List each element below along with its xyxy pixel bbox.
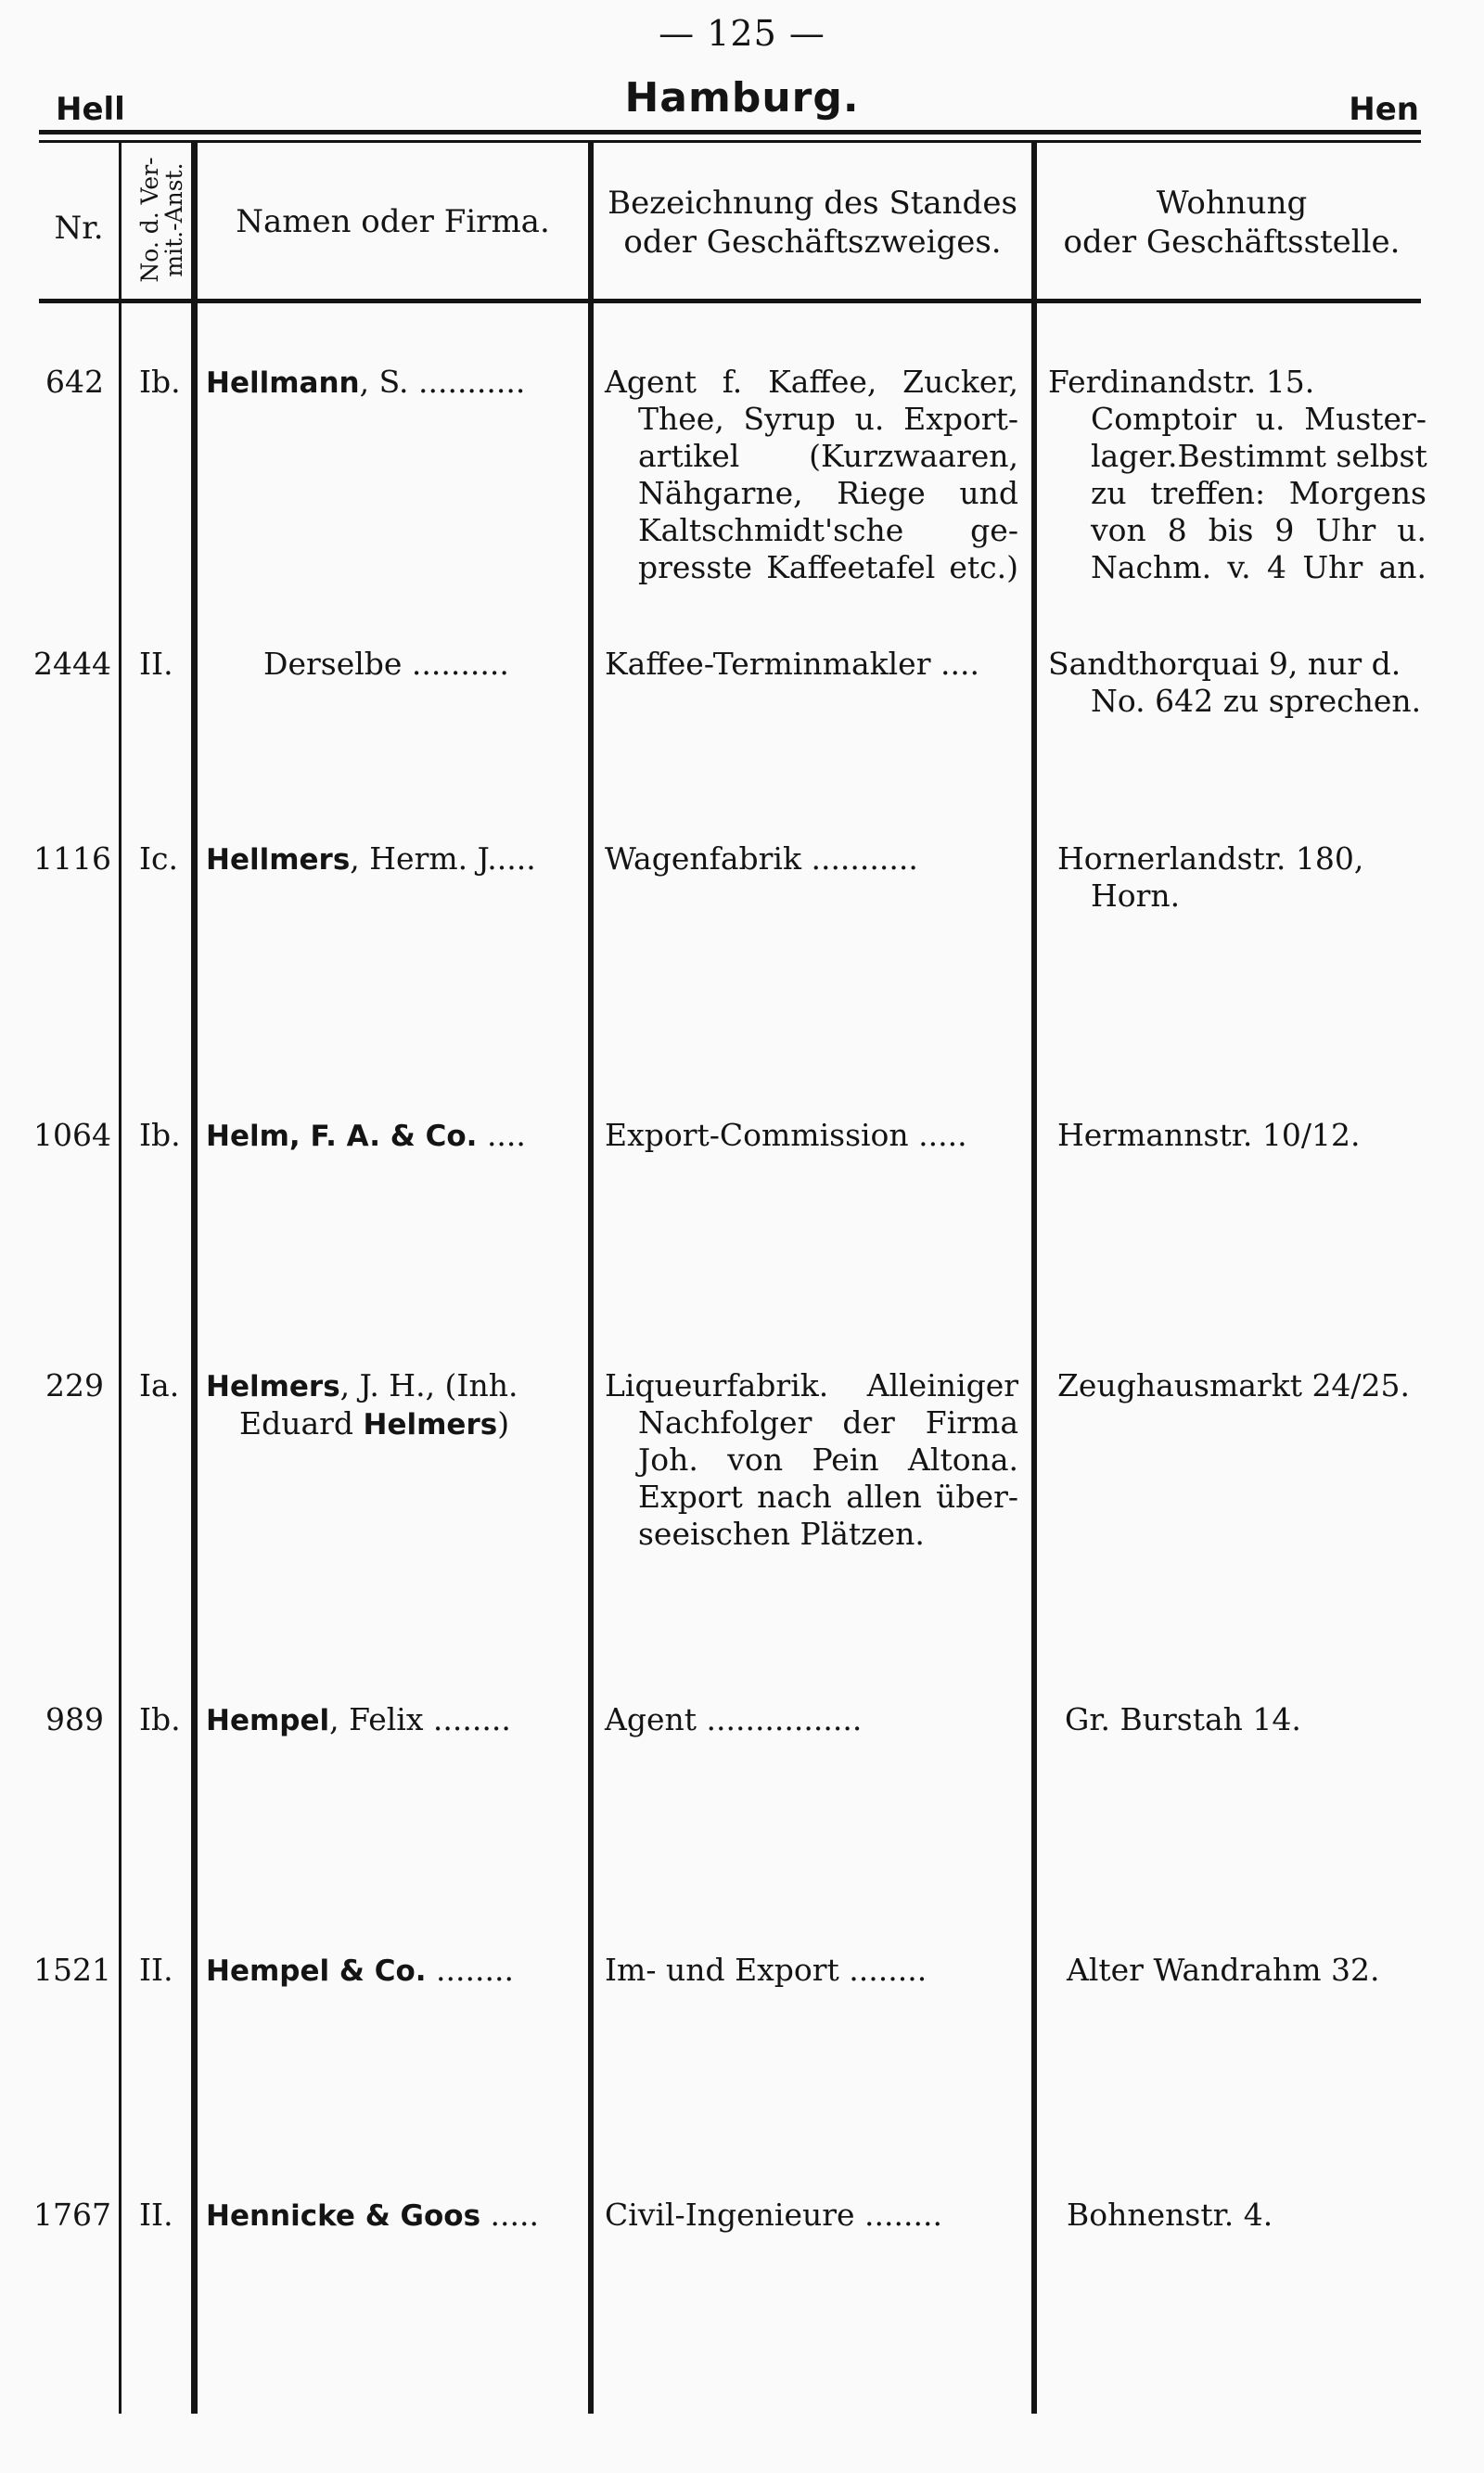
- entry-address: [1057, 1952, 1426, 1989]
- address-line: Gr. Burstah 14.: [1065, 1701, 1301, 1737]
- address-line: lager.Bestimmt selbst: [1091, 438, 1427, 474]
- business-line: Agent ................: [605, 1701, 863, 1737]
- entry-class: II.: [139, 1952, 173, 1988]
- entry-address: [1057, 1367, 1426, 1404]
- business-line: Export-Commission .....: [605, 1117, 967, 1153]
- column-header-business-line1: Bezeichnung des Standes: [608, 185, 1017, 222]
- running-head-right: Hen: [1349, 91, 1419, 128]
- column-divider-business: [1031, 141, 1037, 2414]
- business-line: Civil-Ingenieure ........: [605, 2197, 942, 2233]
- business-line: Nähgarne, Riege und: [638, 475, 1018, 511]
- entry-name: [206, 2197, 539, 2235]
- entry-name-bold: Hempel & Co.: [206, 1954, 427, 1988]
- business-line: Kaltschmidt'sche ge-: [638, 512, 1018, 548]
- column-header-class: [130, 141, 195, 299]
- entry-name-line2-post: ): [497, 1405, 510, 1442]
- column-divider-nr: [119, 141, 122, 2414]
- entry-name: [206, 1117, 526, 1155]
- entry-class: Ic.: [139, 840, 179, 877]
- column-header-nr: Nr.: [54, 210, 104, 247]
- entry-class: II.: [139, 646, 173, 682]
- business-line: Export nach allen über-: [638, 1479, 1018, 1515]
- address-line: Horn.: [1091, 878, 1181, 914]
- entry-business: [605, 1367, 1018, 1553]
- entry-class: Ib.: [139, 364, 181, 400]
- address-line: Zeughausmarkt 24/25.: [1057, 1367, 1411, 1403]
- entry-name: [206, 1701, 511, 1739]
- entry-name-bold: Hellmann: [206, 366, 360, 400]
- address-line: zu treffen: Morgens: [1091, 475, 1426, 511]
- entry-address: [1057, 1701, 1426, 1738]
- entry-class: Ia.: [139, 1367, 180, 1403]
- business-line: Thee, Syrup u. Export-: [638, 401, 1018, 437]
- entry-name-rest: Derselbe ..........: [263, 646, 509, 682]
- entry-name-rest: ....: [477, 1117, 526, 1153]
- entry-name: [206, 1367, 518, 1443]
- entry-address: [1048, 364, 1427, 586]
- header-rule-top-thin: [39, 140, 1421, 143]
- address-line: No. 642 zu sprechen.: [1091, 683, 1422, 719]
- business-line: artikel (Kurzwaaren,: [638, 438, 1018, 474]
- address-line: Sandthorquai 9, nur d.: [1048, 646, 1401, 682]
- entry-number: 642: [45, 364, 104, 400]
- entry-name-rest: , Felix ........: [329, 1701, 511, 1737]
- entry-business: [605, 1701, 862, 1738]
- address-line: Nachm. v. 4 Uhr an.: [1091, 549, 1426, 585]
- address-line: Ferdinandstr. 15.: [1048, 364, 1315, 400]
- entry-name-bold: Hennicke & Goos: [206, 2199, 481, 2233]
- entry-name: [206, 646, 509, 683]
- business-line: presste Kaffeetafel etc.): [638, 549, 1018, 585]
- entry-name: [206, 840, 536, 878]
- entry-name-bold: Helm, F. A. & Co.: [206, 1120, 478, 1153]
- column-header-address: [1037, 184, 1426, 262]
- entry-name-bold: Hempel: [206, 1704, 330, 1737]
- column-header-business-line2: oder Geschäftszweiges.: [623, 224, 1002, 261]
- entry-name-rest: ........: [426, 1952, 514, 1988]
- column-header-address-line1: Wohnung: [1156, 185, 1308, 222]
- entry-name-line2-pre: Eduard: [239, 1405, 364, 1442]
- entry-number: 1521: [33, 1952, 111, 1988]
- running-head-left: Hell: [56, 91, 125, 128]
- address-line: von 8 bis 9 Uhr u.: [1091, 512, 1426, 548]
- column-header-business: [594, 184, 1031, 262]
- address-line: Bohnenstr. 4.: [1067, 2197, 1273, 2233]
- entry-address: [1057, 840, 1426, 915]
- city-title: Hamburg.: [624, 74, 860, 122]
- address-line: Hornerlandstr. 180,: [1057, 840, 1364, 877]
- entry-address: [1057, 1117, 1426, 1154]
- entry-business: [605, 1117, 967, 1154]
- header-rule-top: [39, 130, 1421, 135]
- entry-number: 2444: [33, 646, 111, 682]
- entry-name-bold: Helmers: [206, 1370, 340, 1403]
- entry-name-rest: , J. H., (Inh.: [339, 1367, 518, 1403]
- address-line: Comptoir u. Muster-: [1091, 401, 1426, 437]
- column-header-name: Namen oder Firma.: [236, 203, 550, 240]
- entry-address: [1057, 2197, 1426, 2234]
- business-line: Joh. von Pein Altona.: [638, 1442, 1018, 1478]
- column-divider-class: [191, 141, 198, 2414]
- address-line: Hermannstr. 10/12.: [1057, 1117, 1361, 1153]
- column-header-class-line2: mit.-Anst.: [160, 162, 187, 277]
- entry-business: [605, 1952, 927, 1989]
- business-line: Kaffee-Terminmakler ....: [605, 646, 979, 682]
- business-line: Liqueurfabrik. Alleiniger: [605, 1367, 1018, 1403]
- entry-name: [206, 1952, 514, 1990]
- entry-number: 989: [45, 1701, 104, 1737]
- entry-name-line2-bold: Helmers: [363, 1408, 498, 1442]
- page-number: — 125 —: [659, 13, 825, 54]
- column-header-address-line2: oder Geschäftsstelle.: [1063, 224, 1401, 261]
- business-line: Im- und Export ........: [605, 1952, 928, 1988]
- entry-name: [206, 364, 525, 402]
- entry-business: [605, 840, 918, 878]
- entry-name-rest: .....: [480, 2197, 539, 2233]
- entry-class: Ib.: [139, 1701, 181, 1737]
- business-line: Agent f. Kaffee, Zucker,: [605, 364, 1018, 400]
- business-line: Wagenfabrik ...........: [605, 840, 918, 877]
- entry-number: 1064: [33, 1117, 111, 1153]
- column-header-class-line1: No. d. Ver-: [136, 157, 163, 283]
- entry-class: II.: [139, 2197, 173, 2233]
- business-line: Nachfolger der Firma: [638, 1404, 1018, 1441]
- business-line: seeischen Plätzen.: [638, 1516, 925, 1552]
- address-line: Alter Wandrahm 32.: [1067, 1952, 1380, 1988]
- entry-business: [605, 2197, 942, 2234]
- entry-name-rest: , S. ...........: [359, 364, 526, 400]
- entry-business: [605, 364, 1018, 586]
- entry-business: [605, 646, 979, 683]
- entry-number: 1767: [33, 2197, 111, 2233]
- column-divider-name: [588, 141, 594, 2414]
- entry-number: 1116: [33, 840, 111, 877]
- entry-address: [1048, 646, 1426, 720]
- entry-number: 229: [45, 1367, 104, 1403]
- entry-name-rest: , Herm. J.....: [350, 840, 536, 877]
- header-rule-bottom: [39, 299, 1421, 303]
- entry-class: Ib.: [139, 1117, 181, 1153]
- entry-name-bold: Hellmers: [206, 843, 351, 877]
